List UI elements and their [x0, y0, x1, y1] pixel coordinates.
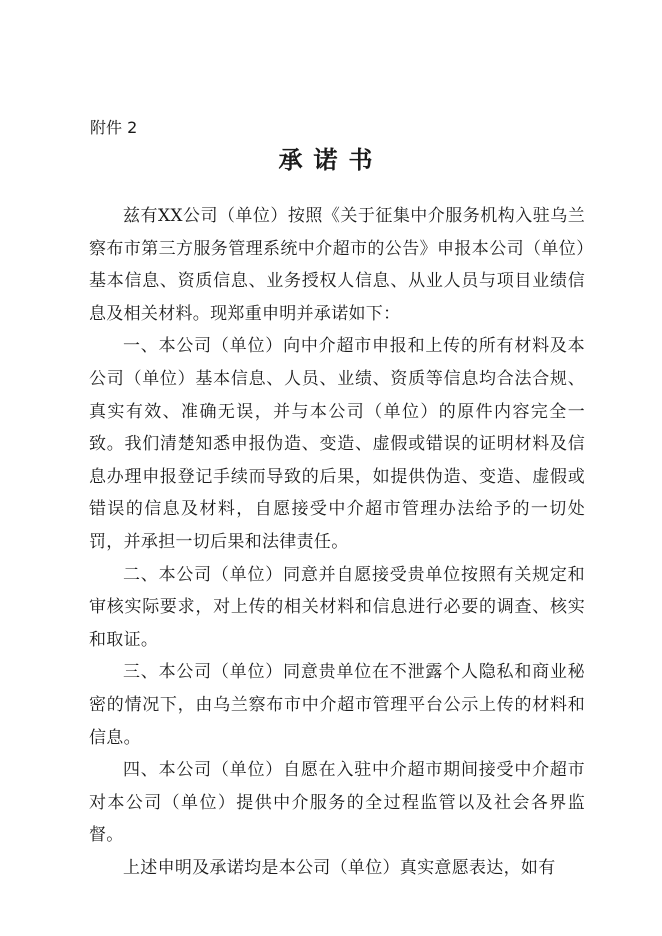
paragraph-commitment-1: 一、本公司（单位）向中介超市申报和上传的所有材料及本公司（单位）基本信息、人员、业绩、资质等信息均合法合规、真实有效、准确无误，并与本公司（单位）的原件内容完全一致。我们清楚知悉申报伪造、变造、虚假或错误的证明材料及信息办理申报登记手续而导致的后果，如提供伪造、变造、虚假或错误的信息及材料，自愿接受中介超市管理办法给予的一切处罚，并承担一切后果和法律责任。 — [89, 336, 585, 552]
paragraph-intro: 兹有XX公司（单位）按照《关于征集中介服务机构入驻乌兰察布市第三方服务管理系统中介超市的公告》申报本公司（单位）基本信息、资质信息、业务授权人信息、从业人员与项目业绩信息及相关材料。现郑重申明并承诺如下： — [89, 206, 585, 324]
paragraph-closing: 上述申明及承诺均是本公司（单位）真实意愿表达，如有 — [123, 857, 556, 878]
paragraph-commitment-2: 二、本公司（单位）同意并自愿接受贵单位按照有关规定和审核实际要求，对上传的相关材料和信息进行必要的调查、核实和取证。 — [89, 564, 585, 650]
document-title: 承诺书 — [278, 145, 384, 174]
paragraph-commitment-3: 三、本公司（单位）同意贵单位在不泄露个人隐私和商业秘密的情况下，由乌兰察布市中介超市管理平台公示上传的材料和信息。 — [89, 662, 585, 748]
document-body — [89, 200, 585, 884]
paragraph-commitment-4: 四、本公司（单位）自愿在入驻中介超市期间接受中介超市对本公司（单位）提供中介服务的全过程监管以及社会各界监督。 — [89, 760, 585, 846]
attachment-label: 附件 2 — [90, 118, 138, 137]
